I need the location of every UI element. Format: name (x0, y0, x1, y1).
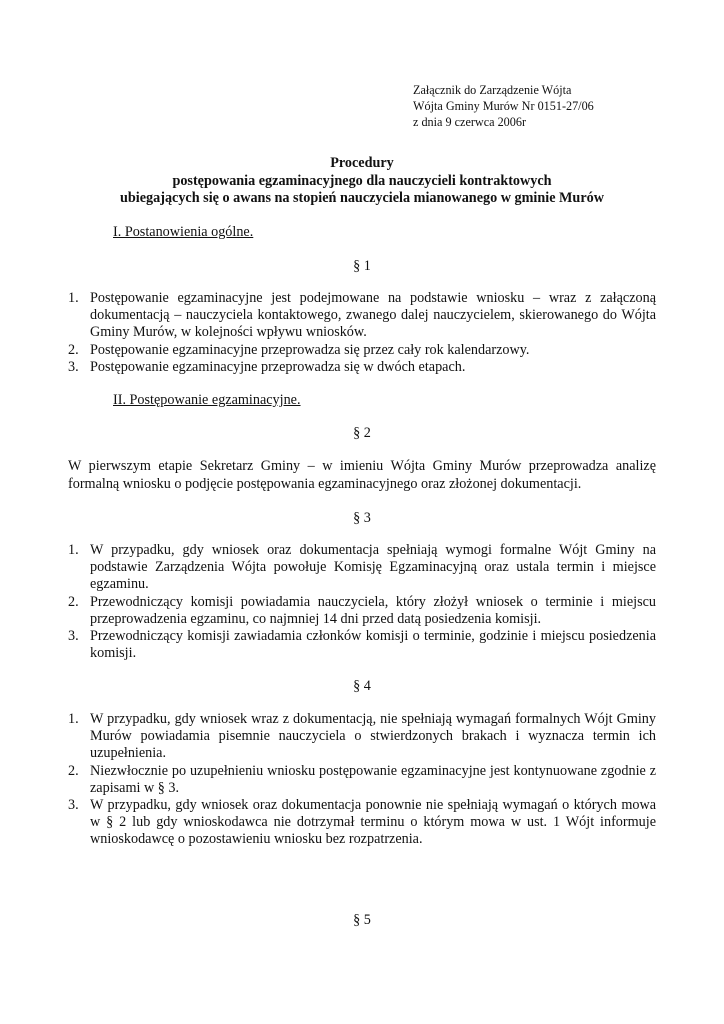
paragraph-symbol-1: § 1 (353, 258, 371, 274)
section-1-heading: I. Postanowienia ogólne. (113, 224, 254, 240)
list-item-text: Przewodniczący komisji zawiadamia członków komisji o terminie, godzinie i miejscu posiedzenia komisji. (90, 628, 656, 662)
list-item-number: 2. (68, 762, 79, 779)
list-item (68, 342, 656, 359)
list-item-number: 3. (68, 628, 79, 645)
list-item-number: 1. (68, 290, 79, 306)
annex-line-3: z dnia 9 czerwca 2006r (413, 115, 527, 129)
title-line-3: ubiegających się o awans na stopień nauczyciela mianowanego w gminie Murów (120, 190, 604, 206)
paragraph-1-list (68, 290, 656, 376)
annex-line-1: Załącznik do Zarządzenie Wójta (413, 83, 572, 97)
paragraph-symbol-3: § 3 (353, 510, 371, 526)
paragraph-2-text: W pierwszym etapie Sekretarz Gminy – w imieniu Wójta Gminy Murów przeprowadza analizę formalną wniosku o podjęcie postępowania egzaminacyjnego oraz złożonej dokumentacji. (68, 458, 656, 492)
title-line-2: postępowania egzaminacyjnego dla nauczycieli kontraktowych (172, 172, 552, 189)
list-item (68, 594, 656, 628)
list-item (68, 711, 656, 763)
paragraph-3-list (68, 542, 656, 662)
list-item-number: 2. (68, 341, 79, 358)
annex-note (413, 82, 594, 130)
list-item-text: Przewodniczący komisji powiadamia nauczyciela, który złożył wniosek o terminie i miejscu przeprowadzenia egzaminu, co najmniej 14 dni przed datą posiedzenia komisji. (90, 593, 656, 627)
title-line-1: Procedury (330, 155, 394, 171)
annex-line-2: Wójta Gminy Murów Nr 0151-27/06 (413, 99, 594, 113)
list-item-number: 3. (68, 358, 79, 375)
list-item-text: Postępowanie egzaminacyjne przeprowadza się w dwóch etapach. (90, 358, 466, 375)
paragraph-symbol-4: § 4 (353, 678, 371, 694)
list-item-text: W przypadku, gdy wniosek wraz z dokumentacją, nie spełniają wymagań formalnych Wójt Gminy Murów powiadamia pisemnie nauczyciela o stwierdzonych brakach i wyznacza termin ich uzupełnienia. (90, 711, 656, 762)
list-item-number: 3. (68, 797, 79, 814)
list-item-text: Niezwłocznie po uzupełnieniu wniosku postępowanie egzaminacyjne jest kontynuowane zgodnie z zapisami w § 3. (90, 762, 656, 796)
list-item (68, 763, 656, 797)
paragraph-4-list (68, 711, 656, 849)
document-title (60, 155, 664, 208)
paragraph-symbol-2: § 2 (353, 425, 371, 441)
list-item (68, 359, 656, 376)
section-2-heading: II. Postępowanie egzaminacyjne. (113, 392, 301, 408)
list-item (68, 797, 656, 849)
list-item-number: 1. (68, 711, 79, 727)
list-item-text: Postępowanie egzaminacyjne jest podejmowane na podstawie wniosku – wraz z załączoną dokumentacją – nauczyciela kontaktowego, zwanego dalej nauczycielem, skierowanego do Wójta Gminy Murów, w kolejności wpływu wniosków. (90, 290, 656, 341)
list-item-number: 1. (68, 542, 79, 558)
list-item-text: Postępowanie egzaminacyjne przeprowadza się przez cały rok kalendarzowy. (90, 341, 530, 358)
list-item-text: W przypadku, gdy wniosek oraz dokumentacja ponownie nie spełniają wymagań o których mowa w § 2 lub gdy wnioskodawca nie dotrzymał terminu o którym mowa w ust. 1 Wójt informuje wnioskodawcę o pozostawieniu wniosku bez rozpatrzenia. (90, 797, 656, 848)
list-item (68, 290, 656, 342)
list-item-number: 2. (68, 593, 79, 610)
list-item (68, 628, 656, 662)
list-item-text: W przypadku, gdy wniosek oraz dokumentacja spełniają wymogi formalne Wójt Gminy na podstawie Zarządzenia Wójta powołuje Komisję Egzaminacyjną oraz ustala termin i miejsce egzaminu. (90, 542, 656, 593)
paragraph-symbol-5: § 5 (353, 912, 371, 928)
list-item (68, 542, 656, 594)
